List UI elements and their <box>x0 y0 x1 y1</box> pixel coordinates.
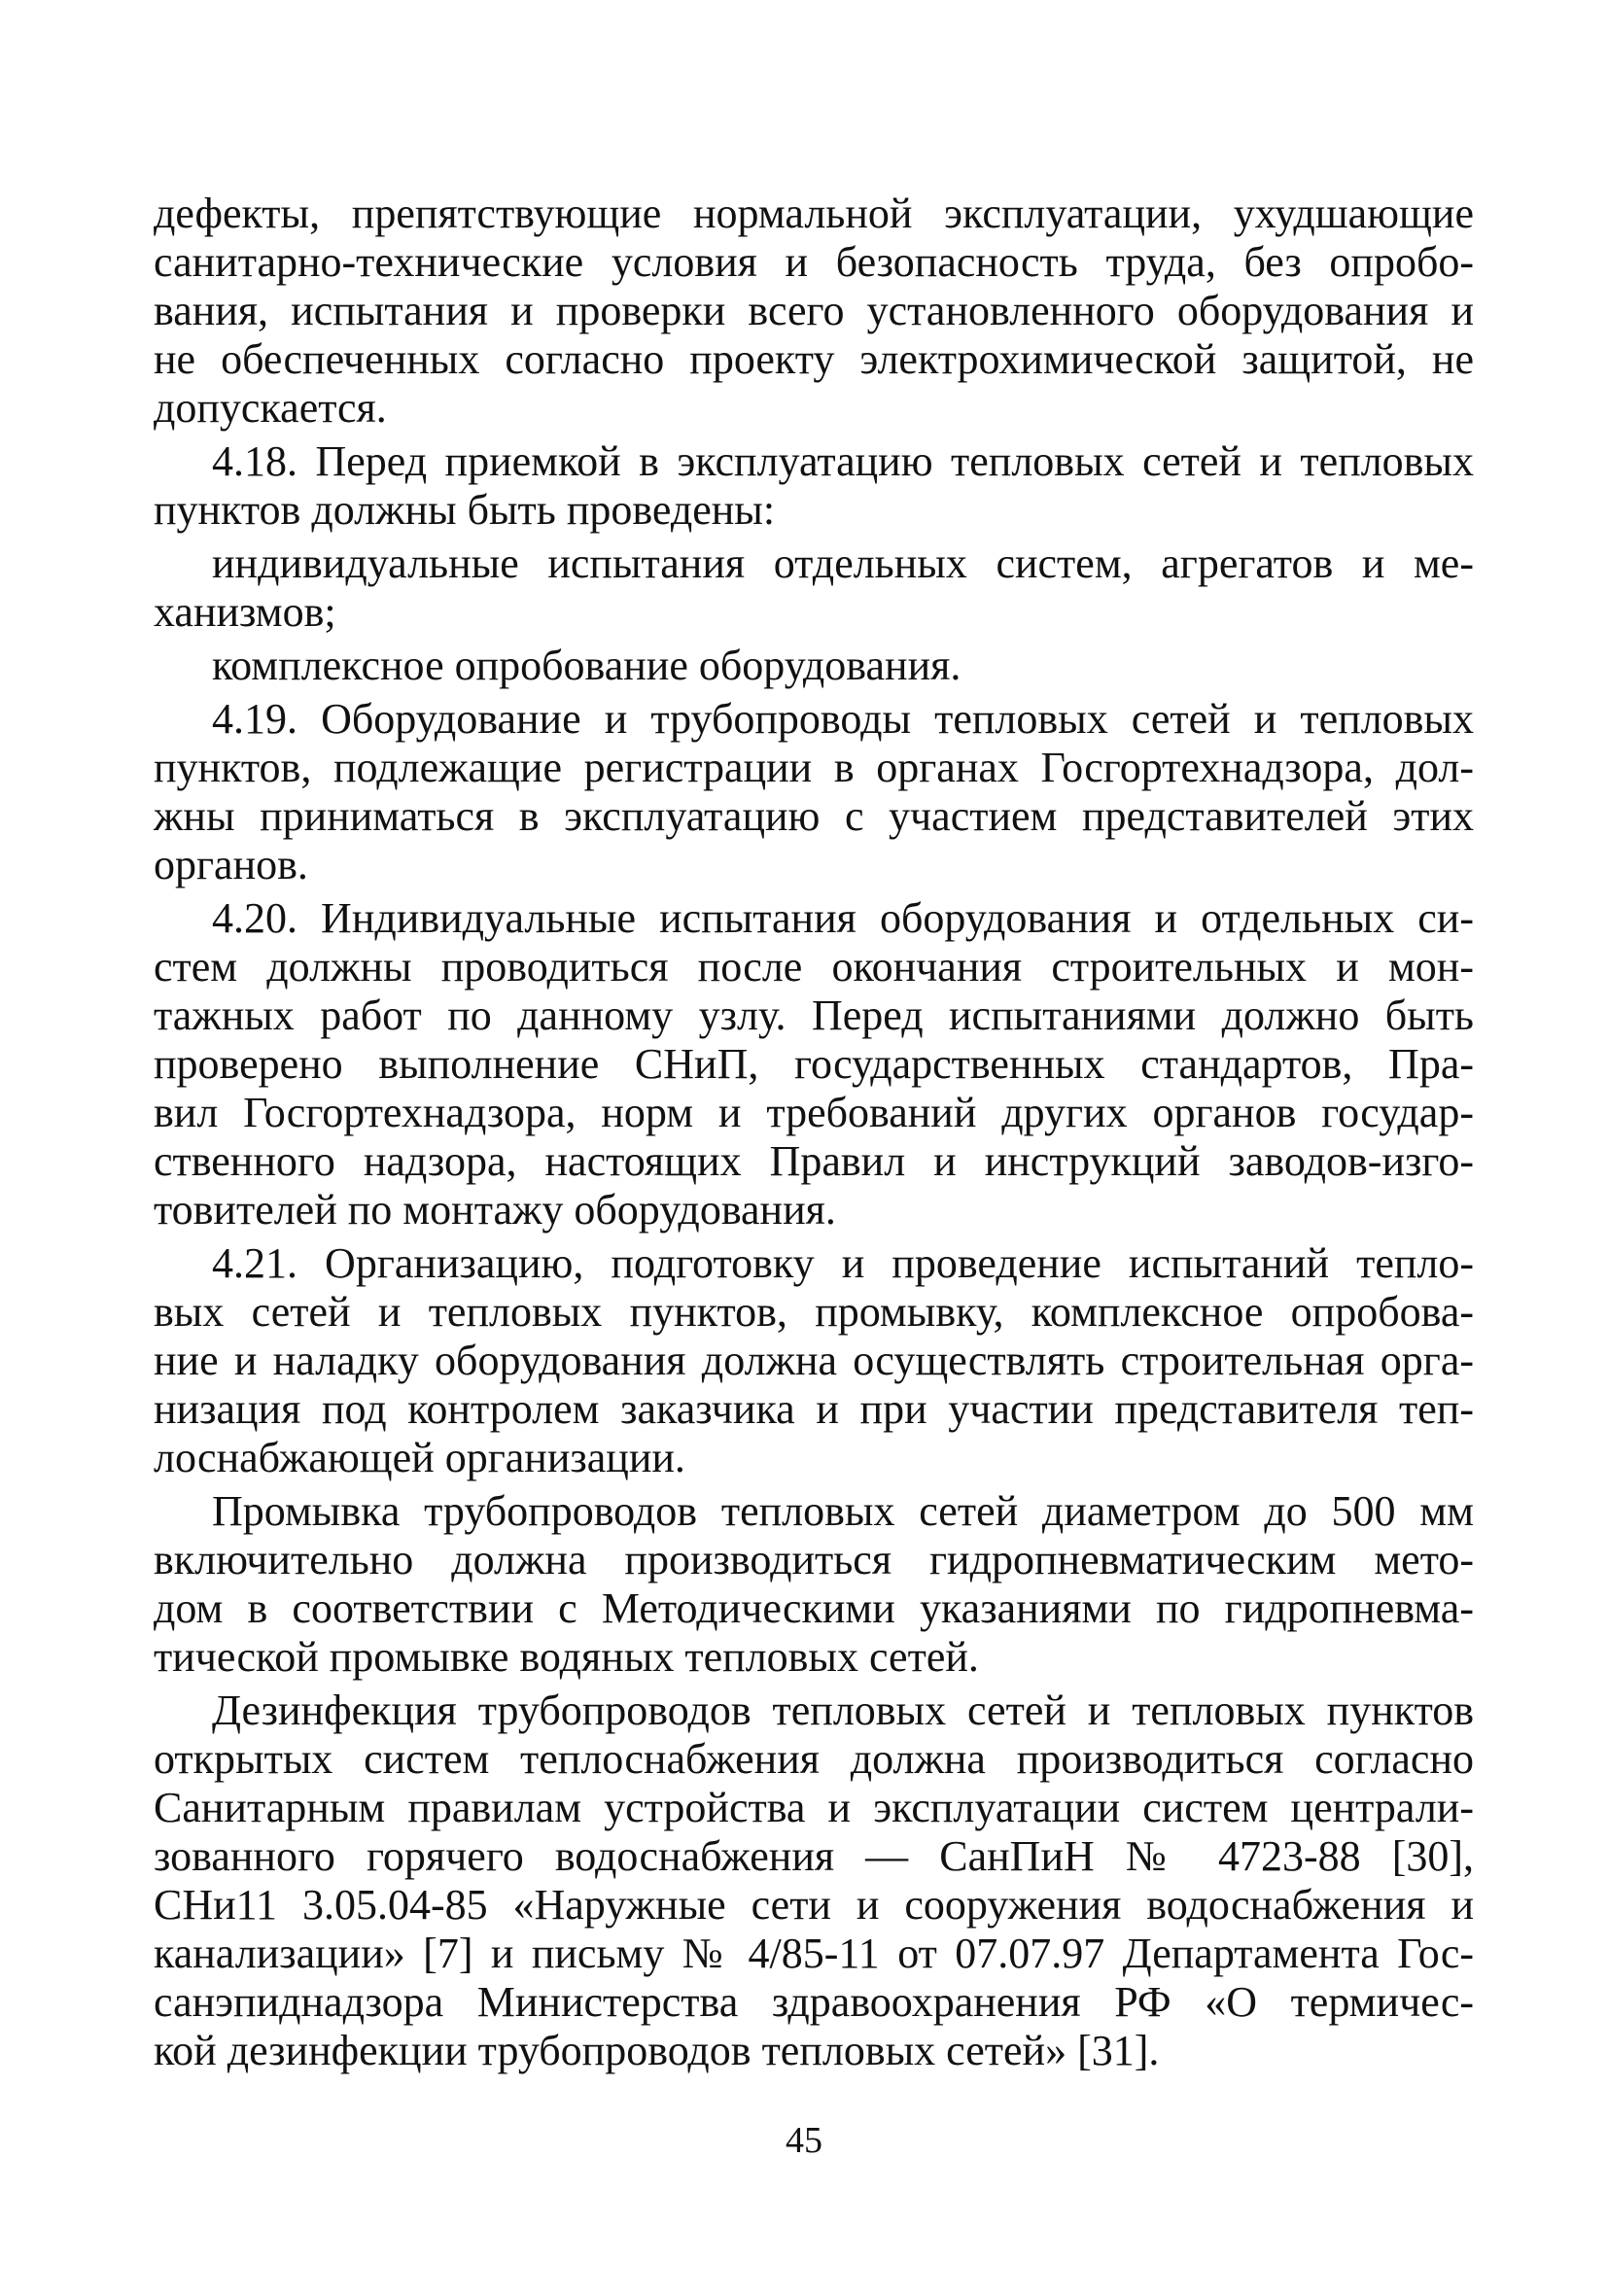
page-number: 45 <box>786 2120 822 2161</box>
text-line: включительно должна производиться гидропневматическим мето- <box>154 1536 1474 1583</box>
text-line: индивидуальные испытания отдельных систем, агрегатов и ме- <box>212 539 1474 587</box>
paragraph-disinfection <box>154 1687 1474 2075</box>
text-line: дом в соответствии с Методическими указаниями по гидропневма- <box>154 1584 1474 1632</box>
paragraph-4-18-item-1 <box>154 539 1474 637</box>
text-line: зованного горячего водоснабжения — СанПиН № 4723-88 [30], <box>154 1832 1474 1880</box>
text-line: 4.20. Индивидуальные испытания оборудования и отдельных си- <box>212 894 1474 942</box>
text-line: тажных работ по данному узлу. Перед испытаниями должно быть <box>154 991 1474 1039</box>
text-line: проверено выполнение СНиП, государственных стандартов, Пра- <box>154 1040 1474 1088</box>
paragraph-4-21 <box>154 1239 1474 1482</box>
text-line: Санитарным правилам устройства и эксплуатации систем централи- <box>154 1784 1474 1831</box>
text-line: комплексное опробование оборудования. <box>212 642 961 689</box>
paragraph-4-18-item-2 <box>154 642 1474 690</box>
text-line: пунктов, подлежащие регистрации в органах Госгортехнадзора, дол- <box>154 744 1474 791</box>
text-line: Дезинфекция трубопроводов тепловых сетей и тепловых пунктов <box>212 1687 1474 1734</box>
text-line: органов. <box>154 841 308 888</box>
text-line: жны приниматься в эксплуатацию с участием представителей этих <box>154 792 1474 840</box>
text-line: пунктов должны быть проведены: <box>154 486 776 534</box>
text-line: открытых систем теплоснабжения должна производиться согласно <box>154 1735 1474 1783</box>
paragraph-flushing <box>154 1487 1474 1682</box>
text-line: санэпиднадзора Министерства здравоохранения РФ «О термичес- <box>154 1978 1474 2026</box>
text-line: 4.21. Организацию, подготовку и проведение испытаний тепло- <box>212 1239 1474 1287</box>
text-line: стем должны проводиться после окончания строительных и мон- <box>154 943 1474 991</box>
text-line: кой дезинфекции трубопроводов тепловых сетей» [31]. <box>154 2027 1160 2074</box>
text-line: тической промывке водяных тепловых сетей. <box>154 1633 979 1681</box>
text-line: низация под контролем заказчика и при участии представителя теп- <box>154 1385 1474 1433</box>
paragraph-4-20 <box>154 894 1474 1235</box>
paragraph-4-19 <box>154 695 1474 889</box>
text-line: канализации» [7] и письму № 4/85-11 от 07.07.97 Департамента Гос- <box>154 1930 1474 1977</box>
paragraph-continuation <box>154 190 1474 433</box>
text-line: ние и наладку оборудования должна осуществлять строительная орга- <box>154 1337 1474 1384</box>
text-line: СНи11 3.05.04-85 «Наружные сети и сооружения водоснабжения и <box>154 1881 1474 1929</box>
text-line: лоснабжающей организации. <box>154 1434 685 1481</box>
text-line: ственного надзора, настоящих Правил и инструкций заводов-изго- <box>154 1137 1474 1185</box>
text-line: вания, испытания и проверки всего установленного оборудования и <box>154 287 1474 334</box>
text-line: допускается. <box>154 384 387 432</box>
text-line: товителей по монтажу оборудования. <box>154 1186 836 1234</box>
text-line: вил Госгортехнадзора, норм и требований других органов государ- <box>154 1089 1474 1136</box>
page-body <box>154 190 1474 2075</box>
text-line: ханизмов; <box>154 588 336 636</box>
text-line: 4.19. Оборудование и трубопроводы тепловых сетей и тепловых <box>212 695 1474 743</box>
text-line: не обеспеченных согласно проекту электрохимической защитой, не <box>154 335 1474 383</box>
paragraph-4-18 <box>154 437 1474 535</box>
text-line: Промывка трубопроводов тепловых сетей диаметром до 500 мм <box>212 1487 1474 1535</box>
text-line: 4.18. Перед приемкой в эксплуатацию тепловых сетей и тепловых <box>212 437 1474 485</box>
text-line: санитарно-технические условия и безопасность труда, без опробо- <box>154 238 1474 286</box>
text-line: вых сетей и тепловых пунктов, промывку, комплексное опробова- <box>154 1288 1474 1336</box>
text-line: дефекты, препятствующие нормальной эксплуатации, ухудшающие <box>154 190 1474 237</box>
